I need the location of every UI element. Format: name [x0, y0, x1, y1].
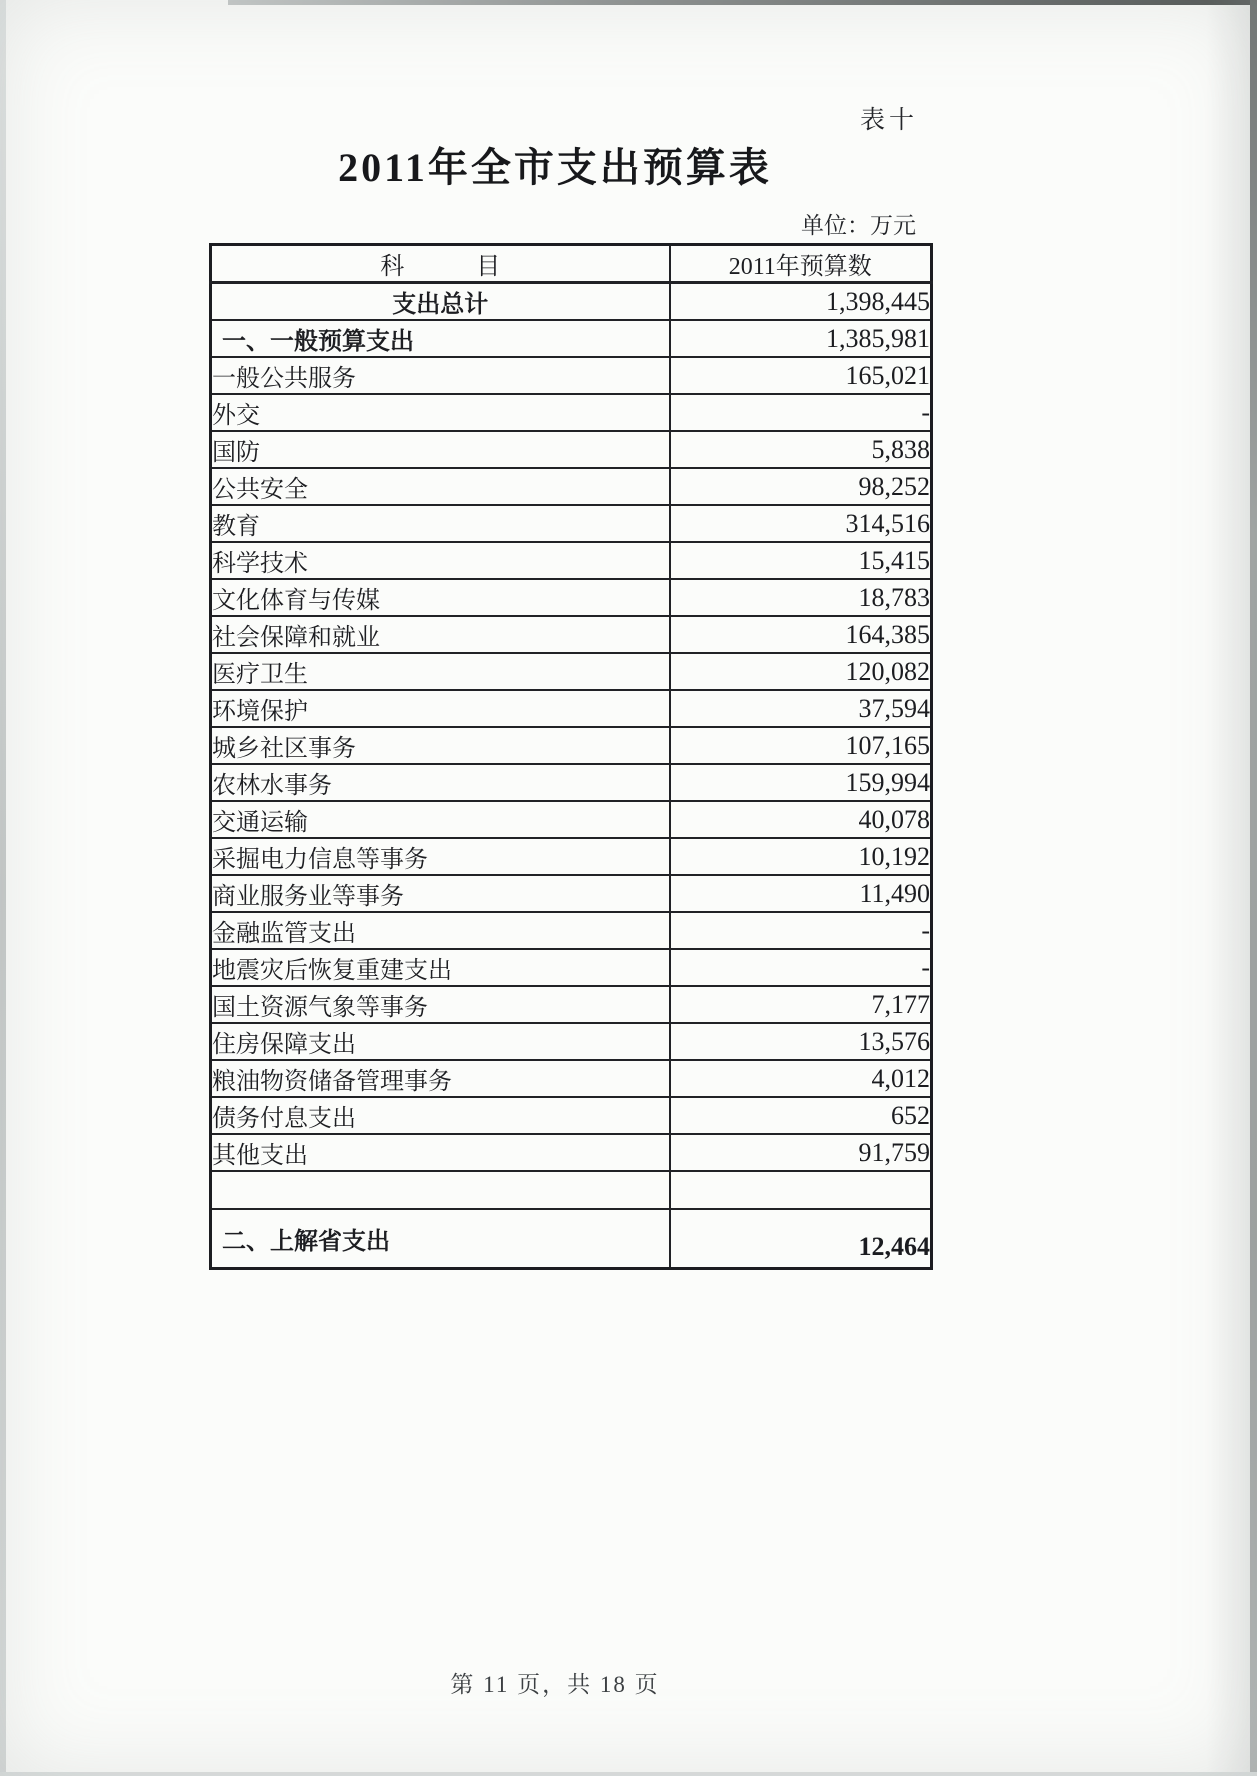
table-row — [211, 1060, 932, 1097]
row-label: 其他支出 — [211, 1134, 670, 1171]
table-row — [211, 505, 932, 542]
table-row — [211, 1134, 932, 1171]
row-label: 城乡社区事务 — [211, 727, 670, 764]
table-row — [211, 1171, 932, 1209]
row-value: 107,165 — [670, 727, 932, 764]
table-row — [211, 616, 932, 653]
budget-table — [209, 243, 933, 1270]
table-row — [211, 653, 932, 690]
table-row — [211, 283, 932, 321]
table-row — [211, 912, 932, 949]
table-row — [211, 727, 932, 764]
row-value: 11,490 — [670, 875, 932, 912]
row-label: 文化体育与传媒 — [211, 579, 670, 616]
row-value — [670, 1171, 932, 1209]
row-label: 农林水事务 — [211, 764, 670, 801]
row-label: 科学技术 — [211, 542, 670, 579]
row-value: 37,594 — [670, 690, 932, 727]
page-title: 2011年全市支出预算表 — [338, 145, 772, 190]
row-value: 91,759 — [670, 1134, 932, 1171]
row-value: - — [670, 949, 932, 986]
row-label: 债务付息支出 — [211, 1097, 670, 1134]
row-value: 165,021 — [670, 357, 932, 394]
row-label: 交通运输 — [211, 801, 670, 838]
table-row — [211, 1209, 932, 1269]
row-value: 1,385,981 — [670, 320, 932, 357]
table-row — [211, 1023, 932, 1060]
table-row — [211, 986, 932, 1023]
table-row — [211, 875, 932, 912]
row-value: 652 — [670, 1097, 932, 1134]
table-row — [211, 764, 932, 801]
row-value: 164,385 — [670, 616, 932, 653]
scan-edge-right — [1250, 0, 1257, 1776]
row-value: 4,012 — [670, 1060, 932, 1097]
table-row — [211, 468, 932, 505]
row-label: 教育 — [211, 505, 670, 542]
row-label: 国土资源气象等事务 — [211, 986, 670, 1023]
row-value: 12,464 — [670, 1209, 932, 1269]
row-label: 一、一般预算支出 — [211, 320, 670, 357]
table-row — [211, 949, 932, 986]
row-value: - — [670, 912, 932, 949]
table-row — [211, 579, 932, 616]
table-row — [211, 320, 932, 357]
row-label: 一般公共服务 — [211, 357, 670, 394]
row-label: 地震灾后恢复重建支出 — [211, 949, 670, 986]
row-label: 医疗卫生 — [211, 653, 670, 690]
row-label: 二、上解省支出 — [211, 1209, 670, 1269]
table-header-row — [211, 245, 932, 283]
row-value: 98,252 — [670, 468, 932, 505]
row-value: 5,838 — [670, 431, 932, 468]
row-value: 15,415 — [670, 542, 932, 579]
table-row — [211, 690, 932, 727]
row-value: 159,994 — [670, 764, 932, 801]
row-label: 国防 — [211, 431, 670, 468]
page-footer: 第 11 页，共 18 页 — [450, 1672, 660, 1697]
row-label: 社会保障和就业 — [211, 616, 670, 653]
row-value: 7,177 — [670, 986, 932, 1023]
row-label: 公共安全 — [211, 468, 670, 505]
scan-shade-right — [1206, 0, 1250, 1776]
row-value: 10,192 — [670, 838, 932, 875]
table-row — [211, 431, 932, 468]
row-value: 40,078 — [670, 801, 932, 838]
table-row — [211, 542, 932, 579]
column-header-subject: 科 目 — [211, 245, 670, 283]
row-value: 18,783 — [670, 579, 932, 616]
row-value: - — [670, 394, 932, 431]
row-value: 314,516 — [670, 505, 932, 542]
table-row — [211, 801, 932, 838]
row-label: 支出总计 — [211, 283, 670, 321]
row-label: 外交 — [211, 394, 670, 431]
scan-edge-top — [228, 0, 1257, 5]
row-label: 采掘电力信息等事务 — [211, 838, 670, 875]
row-label: 粮油物资储备管理事务 — [211, 1060, 670, 1097]
table-row — [211, 1097, 932, 1134]
row-label: 环境保护 — [211, 690, 670, 727]
table-number-label: 表十 — [860, 107, 919, 134]
column-header-budget: 2011年预算数 — [670, 245, 932, 283]
unit-label: 单位：万元 — [801, 213, 916, 238]
table-row — [211, 838, 932, 875]
row-label: 商业服务业等事务 — [211, 875, 670, 912]
row-label — [211, 1171, 670, 1209]
row-value: 1,398,445 — [670, 283, 932, 321]
scan-edge-left — [0, 0, 6, 1776]
row-value: 120,082 — [670, 653, 932, 690]
row-label: 住房保障支出 — [211, 1023, 670, 1060]
scan-edge-bottom — [0, 1772, 1257, 1776]
row-label: 金融监管支出 — [211, 912, 670, 949]
row-value: 13,576 — [670, 1023, 932, 1060]
table-row — [211, 394, 932, 431]
table-row — [211, 357, 932, 394]
